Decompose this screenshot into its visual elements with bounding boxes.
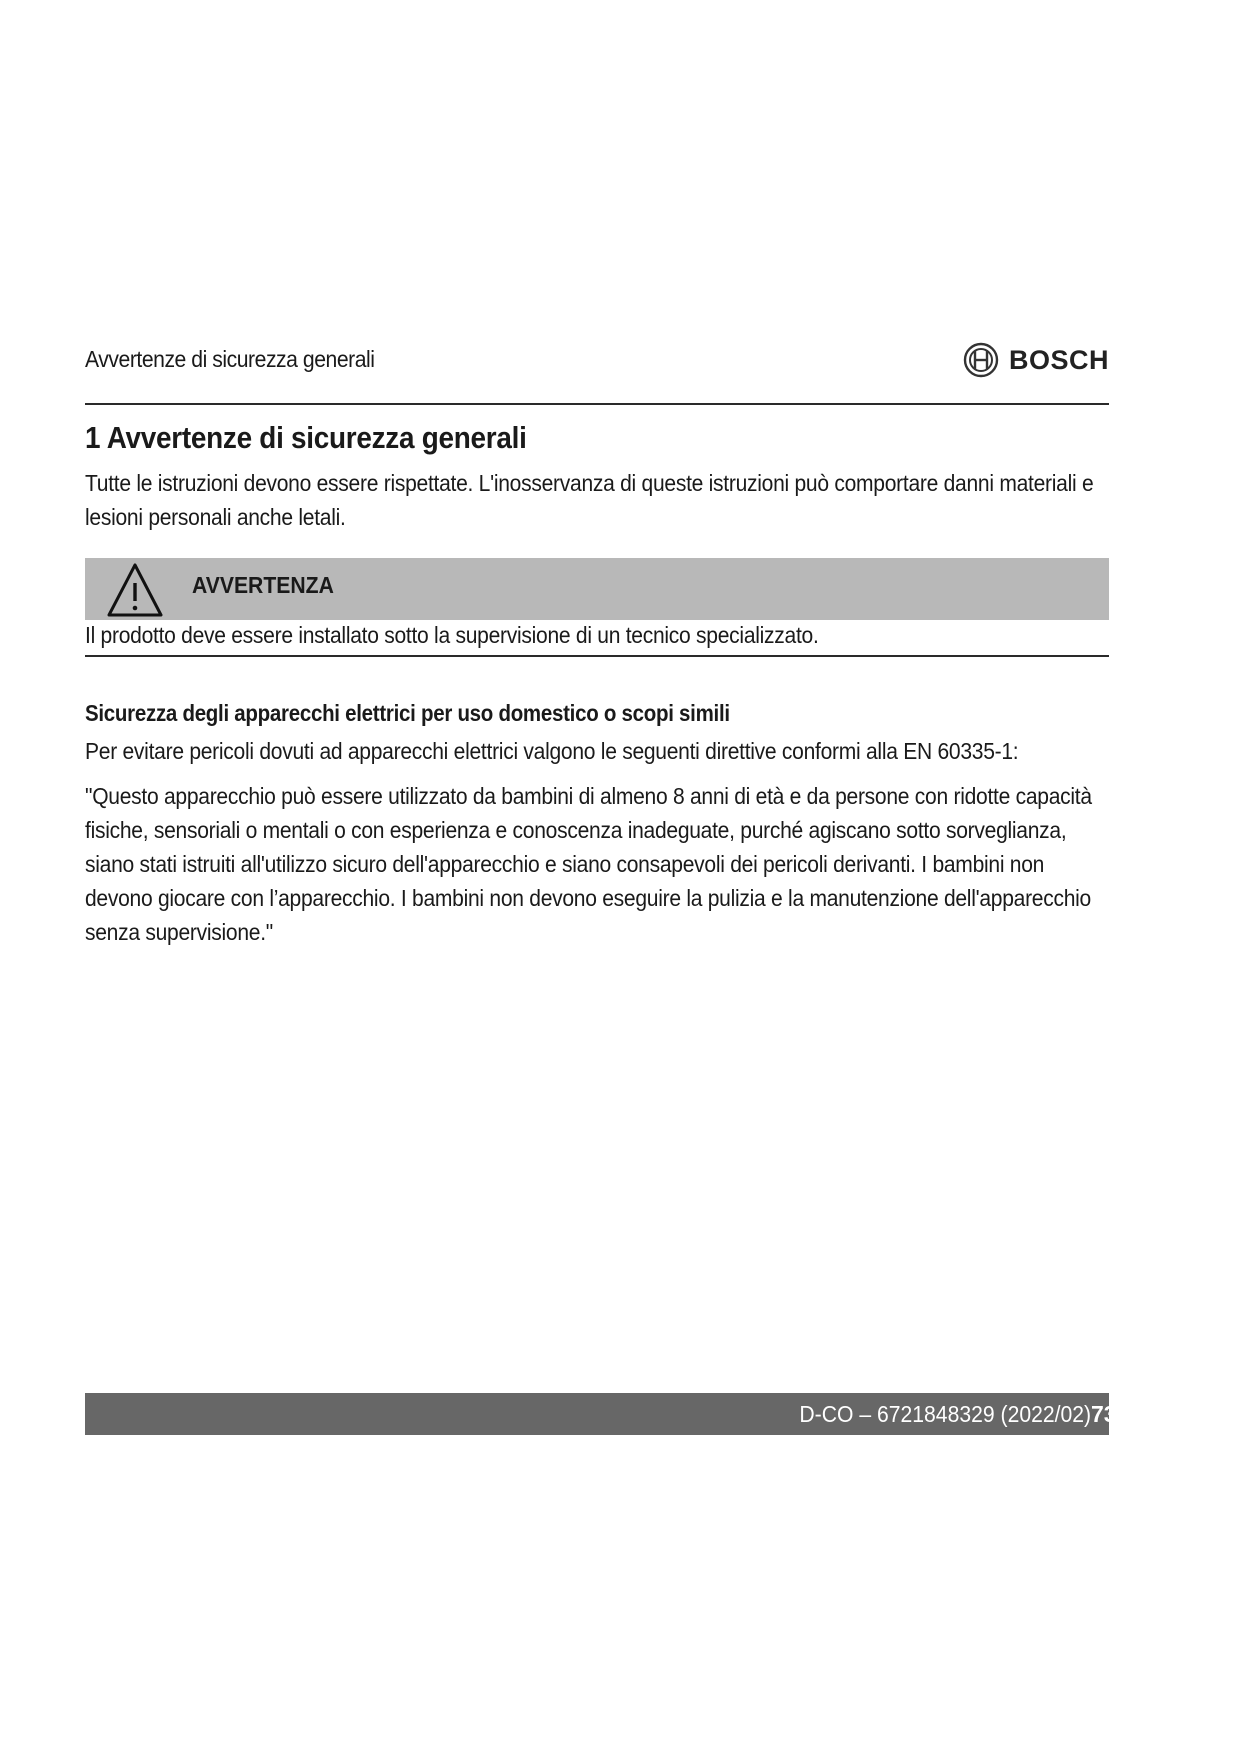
footer-doc-id: D-CO – 6721848329 (2022/02)	[799, 1401, 1091, 1427]
warning-rule	[85, 655, 1109, 657]
document-page	[85, 0, 1117, 1754]
brand-logo	[963, 340, 1109, 380]
running-header	[85, 340, 1109, 380]
warning-banner	[85, 558, 1109, 620]
header-rule	[85, 403, 1109, 405]
bosch-armature-icon	[963, 342, 999, 378]
footer-page-number: 73	[1091, 1401, 1117, 1427]
subsection-title: Sicurezza degli apparecchi elettrici per uso domestico o scopi simili	[85, 700, 730, 726]
subsection-intro: Per evitare pericoli dovuti ad apparecchi elettrici valgono le seguenti direttive conformi alla EN 60335-1:	[85, 738, 1019, 764]
subsection-quote: "Questo apparecchio può essere utilizzato da bambini di almeno 8 anni di età e da persone con ridotte capacità fisiche, sensoriali o mentali o con esperienza e conoscenza inadeguate, purché agiscano sotto sorveglianza, siano stati istruiti all'utilizzo sicuro dell'apparecchio e siano consapevoli dei pericoli derivanti. I bambini non devono giocare con l’apparecchio. I bambini non devono eseguire la pulizia e la manutenzione dell'apparecchio senza supervisione."	[85, 783, 1092, 945]
brand-name: BOSCH	[1008, 344, 1109, 375]
footer-bar	[85, 1393, 1117, 1435]
warning-title: AVVERTENZA	[192, 572, 334, 598]
section-title: 1 Avvertenze di sicurezza generali	[85, 420, 527, 455]
warning-triangle-icon	[105, 561, 165, 619]
header-section-name: Avvertenze di sicurezza generali	[85, 346, 375, 372]
section-intro: Tutte le istruzioni devono essere rispettate. L'inosservanza di queste istruzioni può comportare danni materiali e lesioni personali anche letali.	[85, 470, 1094, 530]
warning-text: Il prodotto deve essere installato sotto la supervisione di un tecnico specializzato.	[85, 622, 819, 648]
